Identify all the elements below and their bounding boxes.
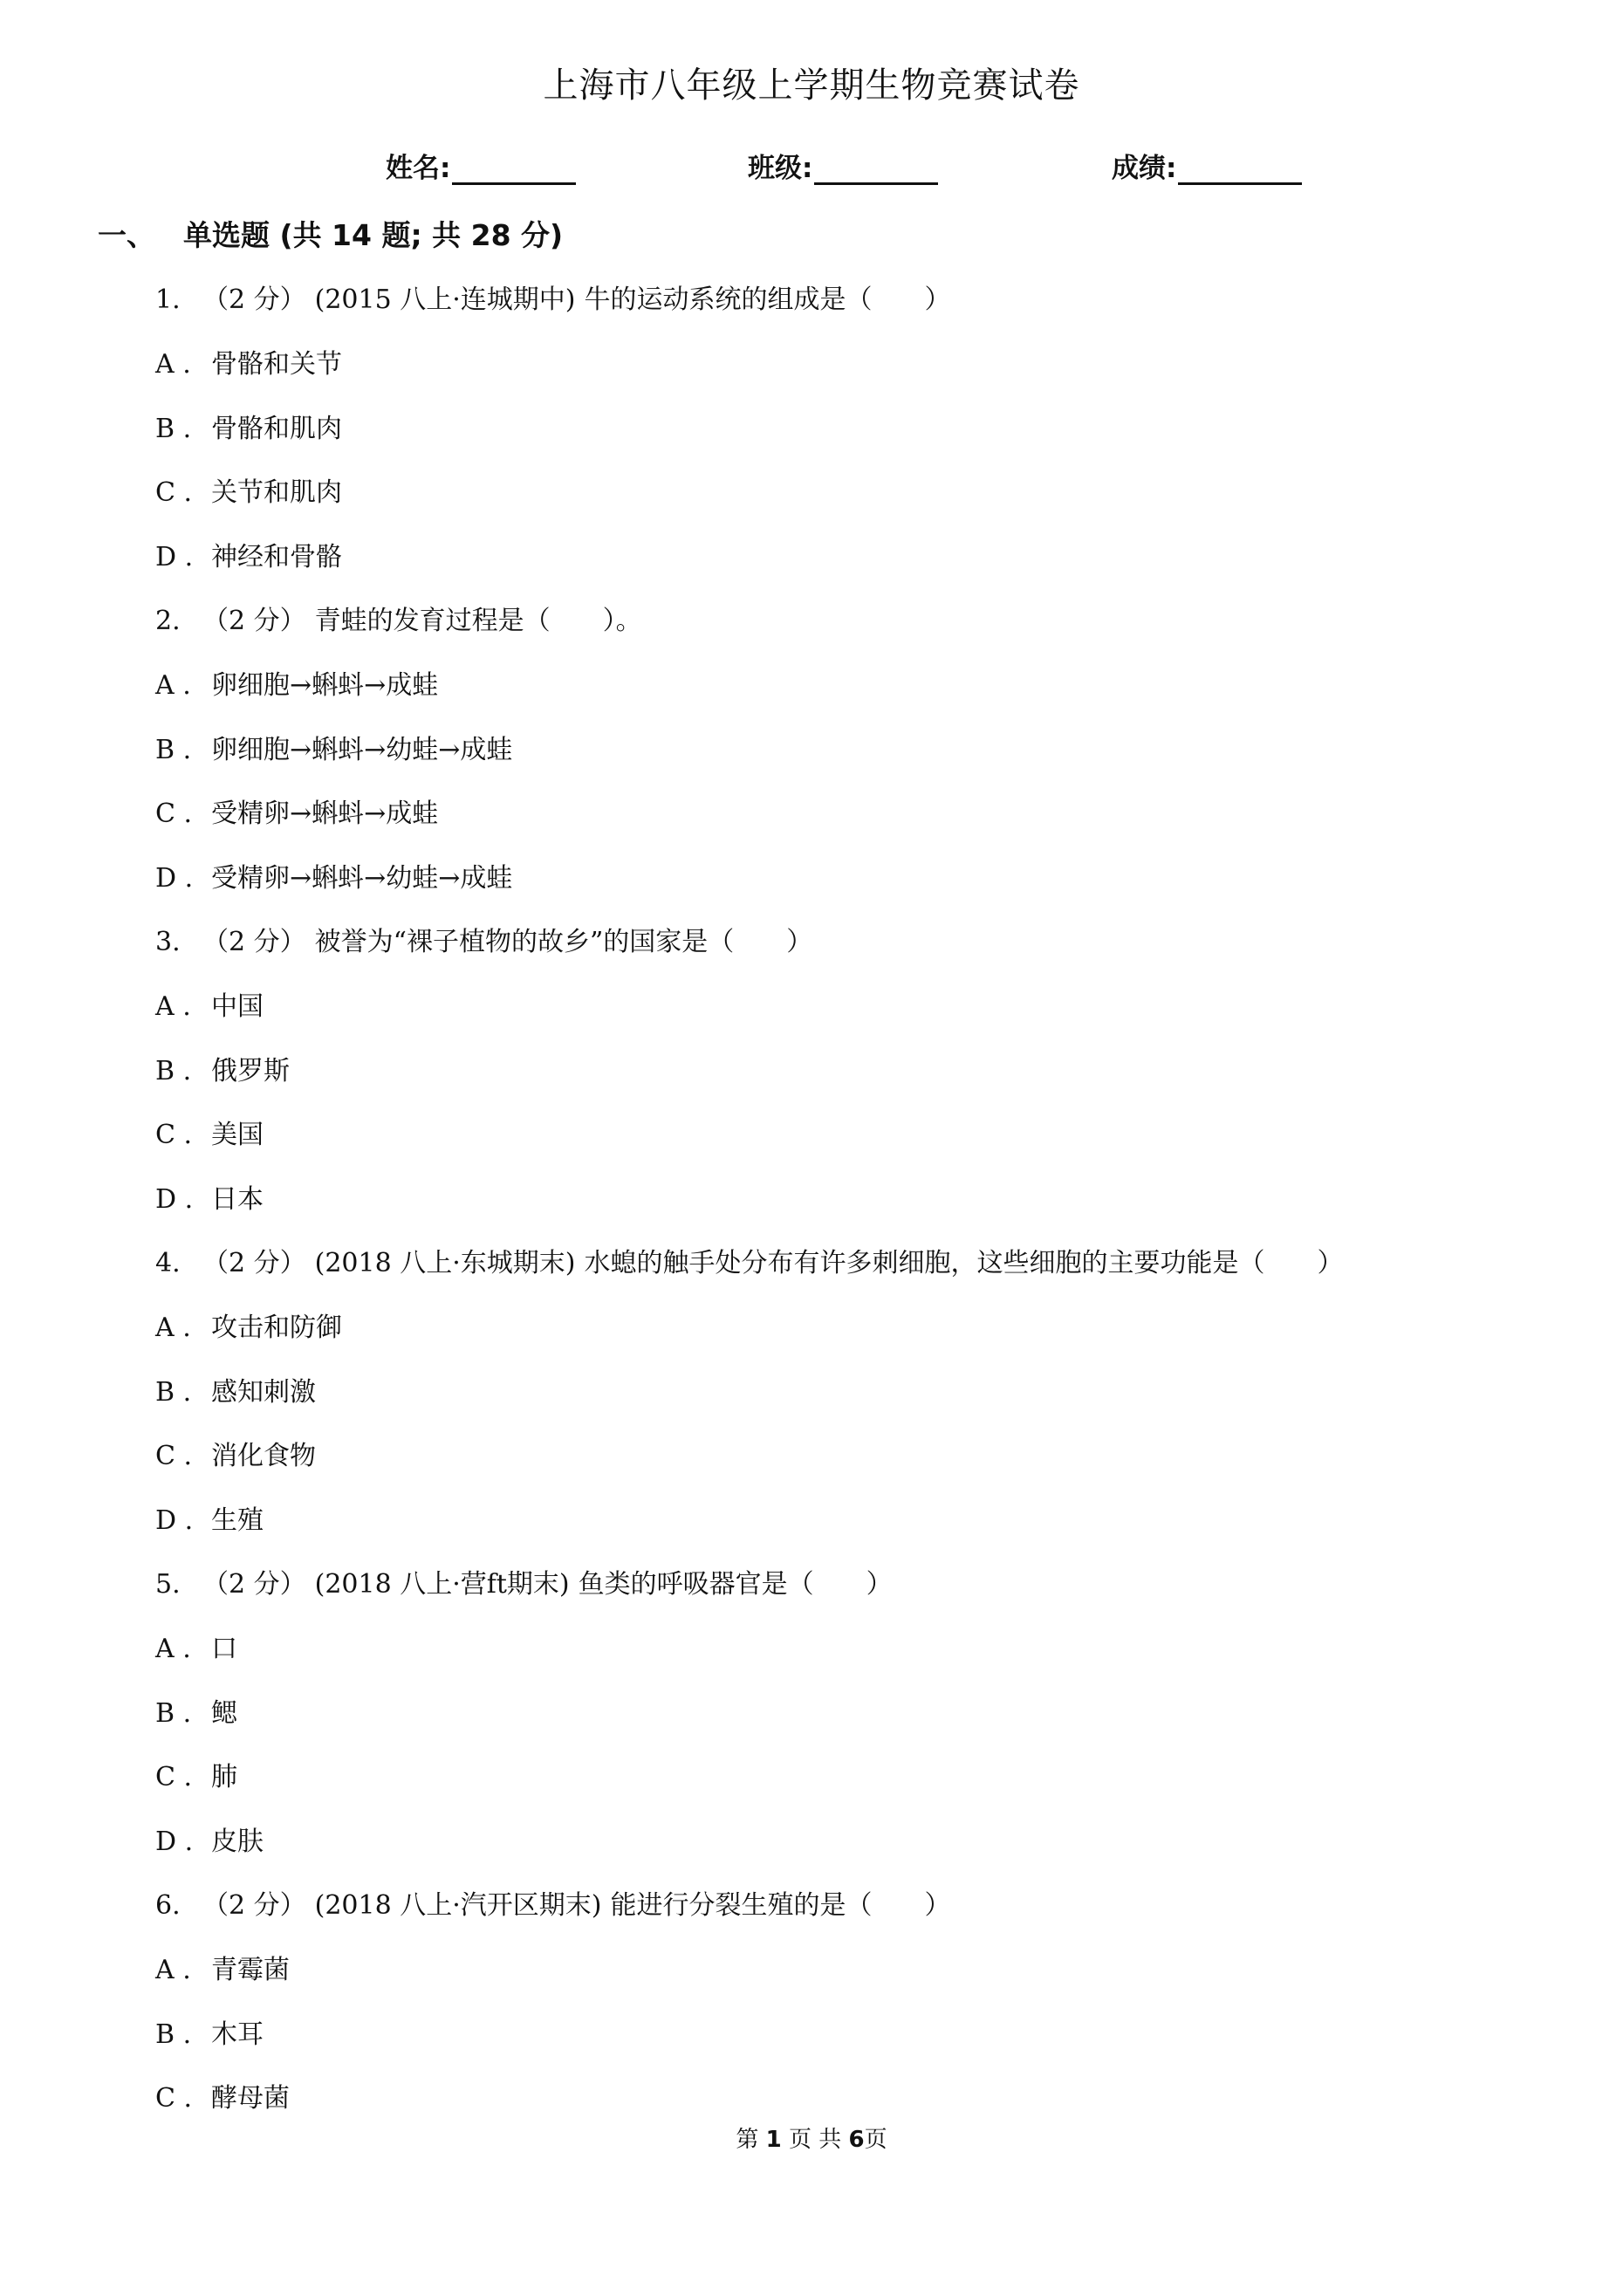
question-6 [155,1888,950,1923]
option-text: 口 [211,1634,237,1664]
option-text: 酵母菌 [211,2083,290,2114]
option-text: 关节和肌肉 [211,477,342,508]
option-2a [155,668,438,703]
question-number: 2. [155,606,181,636]
option-letter: B . [155,2019,192,2050]
option-text: 神经和骨骼 [211,542,342,572]
option-letter: A . [155,991,191,1022]
footer-current-page: 1 [765,2127,782,2153]
section-number: 一、 [98,218,155,252]
question-score: （2 分） [202,606,306,636]
option-letter: A . [155,1955,191,1985]
option-2b [155,733,512,768]
option-text: 美国 [211,1120,264,1150]
name-blank [452,151,576,185]
question-source: (2018 八上·营ft期末) [314,1569,570,1600]
option-letter: B . [155,1698,192,1729]
option-3b [155,1054,290,1089]
option-1b [155,412,342,447]
name-field [386,148,576,185]
option-text: 生殖 [211,1505,264,1536]
option-letter: D . [155,1184,194,1215]
question-text: 水螅的触手处分布有许多刺细胞，这些细胞的主要功能是（ ） [584,1248,1344,1278]
section-heading [98,213,563,254]
option-5d [155,1825,264,1860]
option-3d [155,1182,264,1217]
option-letter: C . [155,477,193,508]
option-text: 日本 [211,1184,264,1215]
page-title: 上海市八年级上学期生物竞赛试卷 [543,65,1080,106]
option-letter: C . [155,2083,193,2114]
option-letter: B . [155,1056,192,1086]
option-6a [155,1953,290,1988]
class-blank [814,151,938,185]
option-text: 受精卵→蝌蚪→成蛙 [211,798,439,829]
question-source: (2015 八上·连城期中) [314,284,576,315]
option-letter: B . [155,1377,192,1408]
option-2d [155,861,512,896]
option-text: 骨骼和肌肉 [211,414,342,444]
question-text: 牛的运动系统的组成是（ ） [584,284,951,315]
question-number: 3. [155,927,181,957]
option-4b [155,1375,316,1410]
question-score: （2 分） [202,1890,306,1921]
option-letter: A . [155,1312,191,1343]
option-5b [155,1696,237,1731]
class-field [748,148,938,185]
question-text: 能进行分裂生殖的是（ ） [610,1890,951,1921]
option-4a [155,1311,342,1346]
option-6c [155,2081,290,2116]
option-letter: A . [155,349,191,380]
option-letter: D . [155,1827,194,1857]
question-number: 6. [155,1890,181,1921]
option-text: 中国 [211,991,264,1022]
option-text: 皮肤 [211,1827,264,1857]
option-text: 青霉菌 [211,1955,290,1985]
question-number: 5. [155,1569,181,1600]
option-text: 鳃 [211,1698,237,1729]
question-5 [155,1567,893,1602]
option-6b [155,2018,264,2053]
option-letter: C . [155,1762,193,1792]
student-info-row [0,148,1623,190]
score-label: 成绩: [1112,153,1177,184]
option-text: 受精卵→蝌蚪→幼蛙→成蛙 [211,863,513,894]
question-number: 4. [155,1248,181,1278]
question-source: (2018 八上·东城期末) [314,1248,576,1278]
option-text: 攻击和防御 [211,1312,342,1343]
option-1c [155,476,342,511]
option-letter: B . [155,414,192,444]
question-score: （2 分） [202,927,306,957]
question-score: （2 分） [202,284,306,315]
option-letter: D . [155,863,194,894]
question-2 [155,604,642,639]
question-text: 被誉为“裸子植物的故乡”的国家是（ ） [314,927,813,957]
option-text: 木耳 [211,2019,264,2050]
option-5c [155,1760,237,1795]
footer-total-pages: 6 [848,2127,865,2153]
option-letter: C . [155,798,193,829]
option-4d [155,1504,264,1539]
option-letter: A . [155,1634,191,1664]
option-text: 感知刺激 [211,1377,316,1408]
score-blank [1178,151,1302,185]
option-text: 俄罗斯 [211,1056,290,1086]
option-1a [155,347,342,382]
option-4c [155,1439,316,1474]
option-text: 骨骼和关节 [211,349,342,380]
option-3a [155,990,264,1025]
option-letter: A . [155,670,191,701]
option-letter: B . [155,735,192,765]
question-4 [155,1246,1343,1281]
question-3 [155,925,812,960]
option-text: 消化食物 [211,1441,316,1471]
section-title: 单选题 (共 14 题; 共 28 分) [183,218,564,252]
footer-prefix: 第 [736,2127,759,2153]
option-3c [155,1118,264,1153]
footer-suffix: 页 [864,2127,887,2153]
option-text: 肺 [211,1762,237,1792]
option-text: 卵细胞→蝌蚪→幼蛙→成蛙 [211,735,513,765]
question-score: （2 分） [202,1569,306,1600]
question-score: （2 分） [202,1248,306,1278]
question-source: (2018 八上·汽开区期末) [314,1890,602,1921]
option-2c [155,797,438,832]
option-letter: D . [155,1505,194,1536]
name-label: 姓名: [386,153,451,184]
question-number: 1. [155,284,181,315]
score-field [1112,148,1302,185]
option-1d [155,540,342,575]
option-letter: C . [155,1120,193,1150]
option-letter: D . [155,542,194,572]
question-text: 青蛙的发育过程是（ ）。 [314,606,642,636]
option-text: 卵细胞→蝌蚪→成蛙 [211,670,439,701]
question-text: 鱼类的呼吸器官是（ ） [578,1569,893,1600]
question-1 [155,283,950,318]
footer-middle: 页 共 [789,2127,842,2153]
class-label: 班级: [748,153,813,184]
page-footer [0,2124,1623,2155]
option-5a [155,1632,237,1667]
option-letter: C . [155,1441,193,1471]
